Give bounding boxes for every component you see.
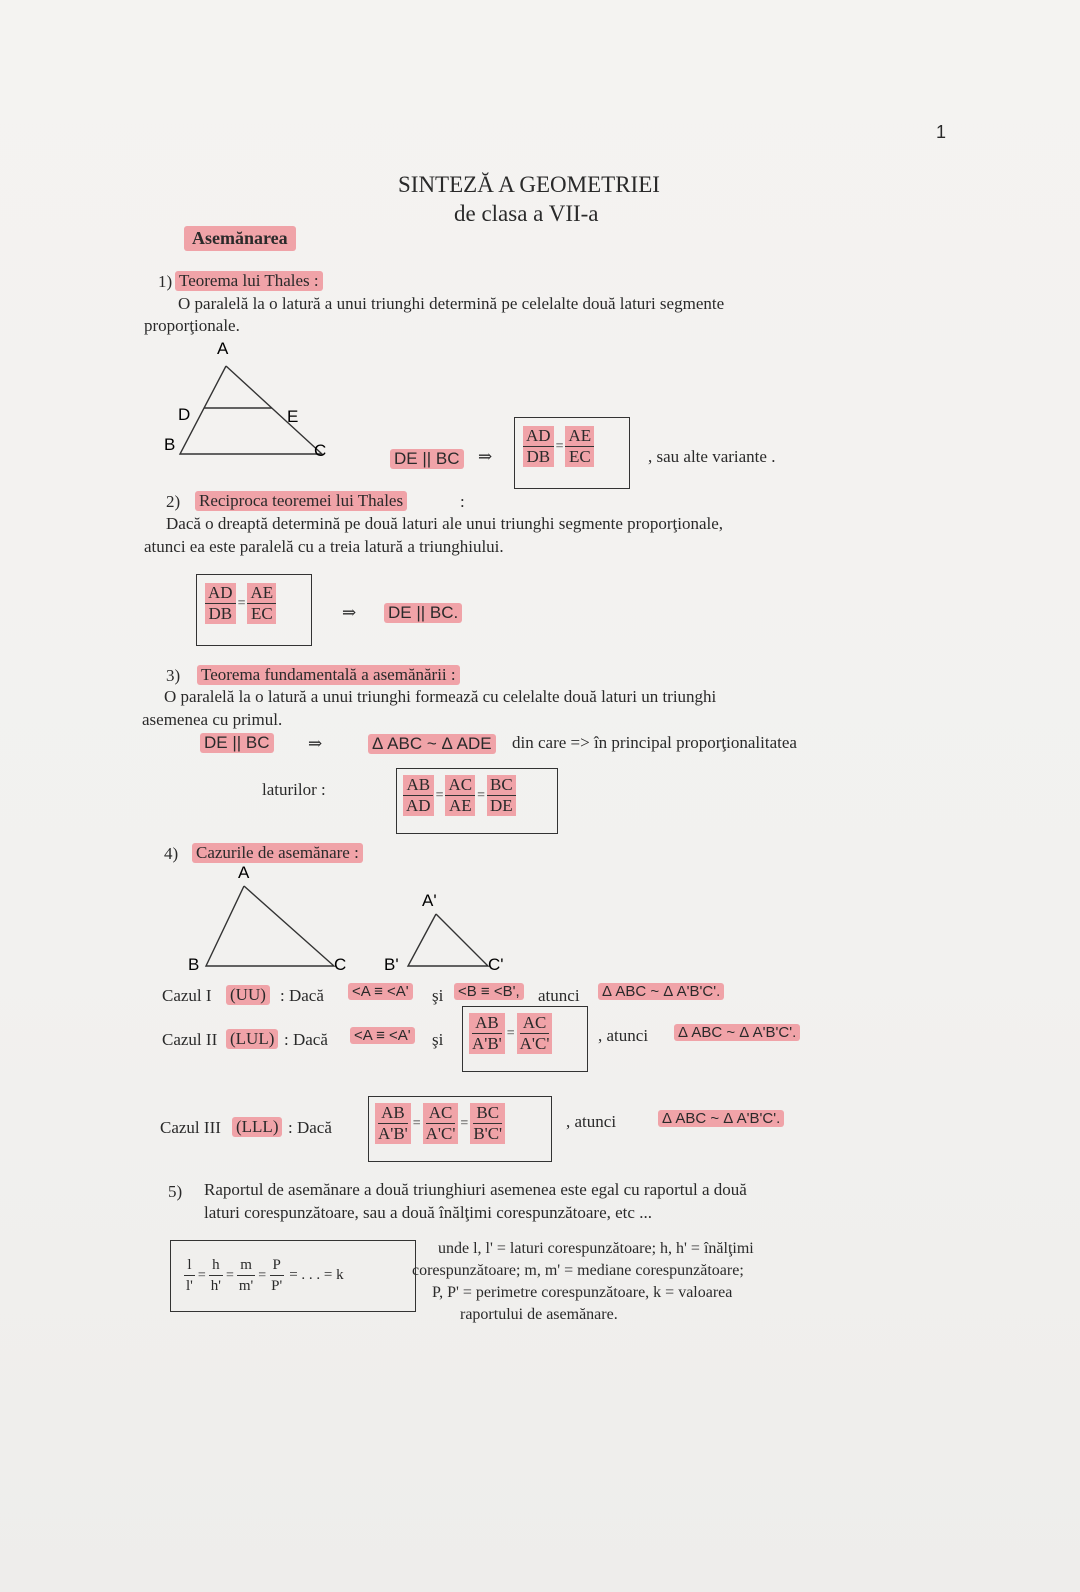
- case1-si: şi: [432, 986, 444, 1005]
- s2-fraction-ae-ec: $\frac{AE}{EC}$: [247, 583, 276, 624]
- s3-fraction-ab-ad: $\frac{AB}{AD}$: [403, 775, 434, 816]
- ratio-l: $\frac{l}{l'}$: [186, 1257, 193, 1294]
- triangle-abc: [180, 366, 322, 454]
- s5-ratio-box: $\frac{l}{l'}$ = $\frac{h}{h'}$ = $\frac{m}{m'}$ = $\frac{P}{P'}$ = . . . = k: [170, 1240, 416, 1312]
- s1-tail: , sau alte variante .: [648, 447, 776, 466]
- case3-proportion-box: $\frac{AB}{A'B'}$ = $\frac{AC}{A'C'}$ = $\frac{BC}{B'C'}$: [368, 1096, 552, 1162]
- s3-proportion-box: $\frac{AB}{AD}$ = $\frac{AC}{AE}$ = $\frac{BC}{DE}$: [396, 768, 558, 834]
- ratio-h: $\frac{h}{h'}$: [210, 1257, 221, 1294]
- case3-result: Δ ABC ~ Δ A'B'C'.: [658, 1110, 784, 1127]
- triangle-abc: [206, 886, 334, 966]
- ratio-m: $\frac{m}{m'}$: [238, 1257, 254, 1294]
- label-b-prime: B': [384, 955, 399, 974]
- label-e: E: [287, 407, 299, 426]
- s5-def-line1: unde l, l' = laturi corespunzătoare; h, h' = înălţimi: [438, 1240, 754, 1257]
- s2-number: 2): [166, 492, 181, 511]
- case2-result: Δ ABC ~ Δ A'B'C'.: [674, 1024, 800, 1041]
- case1-tag: (UU): [226, 985, 270, 1005]
- case3-label: Cazul III: [160, 1118, 221, 1137]
- case2-fraction-ab: $\frac{AB}{A'B'}$: [469, 1013, 505, 1054]
- s2-proportion-box: $\frac{AD}{DB}$ = $\frac{AE}{EC}$: [196, 574, 312, 646]
- s1-number: 1): [158, 272, 173, 291]
- s5-def-line3: P, P' = perimetre corespunzătoare, k = valoarea: [432, 1284, 733, 1301]
- case3-tag: (LLL): [232, 1117, 282, 1137]
- s5-text-line1: Raportul de asemănare a două triunghiuri asemenea este egal cu raportul a două: [204, 1180, 747, 1199]
- s2-text-line2: atunci ea este paralelă cu a treia latură a triunghiului.: [144, 537, 504, 556]
- s2-text-line1: Dacă o dreaptă determină pe două laturi ale unui triunghi segmente proporţionale,: [166, 514, 724, 533]
- s1-fraction-ae-ec: $\frac{AE}{EC}$: [565, 426, 594, 467]
- s3-text-line3: din care => în principal proporţionalitatea: [512, 733, 797, 752]
- s5-def-line4: raportului de asemănare.: [460, 1306, 618, 1323]
- s5-text-line2: laturi corespunzătoare, sau a două înălţimi corespunzătoare, etc ...: [204, 1203, 652, 1222]
- s3-arrow: ⇒: [308, 734, 323, 753]
- case3-atunci: , atunci: [566, 1112, 617, 1131]
- label-a: A: [217, 339, 229, 358]
- s3-text-line1: O paralelă la o latură a unui triunghi formează cu celelalte două laturi un triunghi: [164, 687, 717, 706]
- thales-triangle-diagram: [160, 336, 340, 466]
- label-a: A: [238, 863, 250, 882]
- page-title: SINTEZĂ A GEOMETRIEI: [398, 172, 660, 197]
- case1-cond1: <A ≡ <A': [348, 983, 413, 1000]
- label-b: B: [188, 955, 200, 974]
- s3-similar: Δ ABC ~ Δ ADE: [368, 734, 496, 754]
- s1-parallel: DE || BC: [390, 449, 464, 469]
- s2-result: DE || BC.: [384, 603, 462, 623]
- s3-heading: Teorema fundamentală a asemănării :: [197, 665, 460, 685]
- s2-heading: Reciproca teoremei lui Thales: [195, 491, 407, 511]
- s1-heading: Teorema lui Thales :: [175, 271, 323, 291]
- triangle-a2b2c2: [408, 914, 488, 966]
- s5-number: 5): [168, 1182, 183, 1201]
- case2-label: Cazul II: [162, 1030, 218, 1049]
- s1-proportion-box: $\frac{AD}{DB}$ = $\frac{AE}{EC}$: [514, 417, 630, 489]
- label-b: B: [164, 435, 176, 454]
- s4-heading: Cazurile de asemănare :: [192, 843, 363, 863]
- case2-daca: : Dacă: [284, 1030, 328, 1049]
- s4-number: 4): [164, 844, 179, 863]
- case1-daca: : Dacă: [280, 986, 324, 1005]
- s1-arrow: ⇒: [478, 447, 493, 466]
- label-c: C: [314, 441, 327, 460]
- similar-triangles-diagram: [182, 862, 522, 982]
- label-c-prime: C': [488, 955, 504, 974]
- case1-cond2: <B ≡ <B',: [454, 983, 524, 1000]
- s5-def-line2: corespunzătoare; m, m' = mediane corespunzătoare;: [412, 1262, 744, 1279]
- s2-arrow: ⇒: [342, 603, 357, 622]
- page-number: 1: [936, 122, 947, 142]
- case1-label: Cazul I: [162, 986, 212, 1005]
- case1-result: Δ ABC ~ Δ A'B'C'.: [598, 983, 724, 1000]
- s3-parallel: DE || BC: [200, 733, 274, 753]
- label-c: C: [334, 955, 347, 974]
- case2-proportion-box: $\frac{AB}{A'B'}$ = $\frac{AC}{A'C'}$: [462, 1006, 588, 1072]
- case3-daca: : Dacă: [288, 1118, 332, 1137]
- page-subtitle: de clasa a VII-a: [454, 201, 599, 226]
- case2-si: şi: [432, 1030, 444, 1049]
- case2-cond1: <A ≡ <A': [350, 1027, 415, 1044]
- case3-fraction-ab: $\frac{AB}{A'B'}$: [375, 1103, 411, 1144]
- s3-text-line2: asemenea cu primul.: [142, 710, 283, 729]
- ratio-p: $\frac{P}{P'}$: [271, 1257, 283, 1294]
- section-heading: Asemănarea: [184, 226, 296, 251]
- s1-fraction-ad-db: $\frac{AD}{DB}$: [523, 426, 554, 467]
- label-a-prime: A': [422, 891, 437, 910]
- s3-fraction-bc-de: $\frac{BC}{DE}$: [487, 775, 516, 816]
- label-d: D: [178, 405, 191, 424]
- case1-atunci: atunci: [538, 986, 580, 1005]
- s1-text-line2: proporţionale.: [144, 316, 240, 335]
- s2-fraction-ad-db: $\frac{AD}{DB}$: [205, 583, 236, 624]
- case3-fraction-ac: $\frac{AC}{A'C'}$: [423, 1103, 459, 1144]
- s3-fraction-ac-ae: $\frac{AC}{AE}$: [445, 775, 475, 816]
- case2-tag: (LUL): [226, 1029, 278, 1049]
- s3-number: 3): [166, 666, 181, 685]
- case3-fraction-bc: $\frac{BC}{B'C'}$: [470, 1103, 505, 1144]
- s3-laturilor: laturilor :: [262, 780, 326, 799]
- s2-colon: :: [460, 492, 465, 511]
- s1-text-line1: O paralelă la o latură a unui triunghi determină pe celelalte două laturi segmente: [178, 294, 725, 313]
- case2-atunci: , atunci: [598, 1026, 649, 1045]
- case2-fraction-ac: $\frac{AC}{A'C'}$: [517, 1013, 553, 1054]
